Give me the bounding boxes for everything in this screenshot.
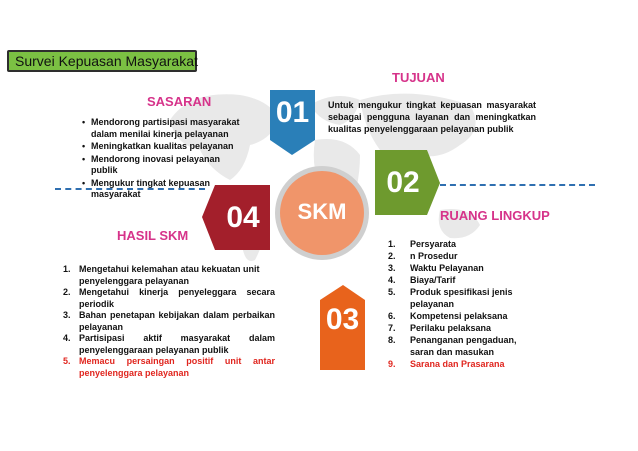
list-item: 5. Memacu persaingan positif unit antar penyelenggara pelayanan (63, 356, 275, 378)
list-item: 3. Waktu Pelayanan (388, 263, 484, 273)
sasaran-item: • Mendorong inovasi pelayanan publik (82, 154, 242, 177)
list-item: 1. Persyarata (388, 239, 457, 249)
sasaran-heading: SASARAN (147, 94, 212, 109)
list-item: 6. Kompetensi pelaksana (388, 311, 508, 321)
sasaran-list (82, 117, 242, 202)
list-item: 2. Mengetahui kinerja penyeleggara secara periodik (63, 287, 275, 309)
label-04: 04 (226, 201, 260, 234)
list-item: 1. Mengetahui kelemahan atau kekuatan unit penyelenggara pelayanan (63, 264, 260, 286)
hasil-skm-heading: HASIL SKM (117, 228, 189, 243)
center-label: SKM (297, 199, 347, 224)
dashed-connector-right (440, 184, 595, 186)
page-title: Survei Kepuasan Masyarakat (9, 52, 195, 70)
list-item: 8. Penanganan pengaduan, saran dan masukan (388, 335, 517, 357)
list-item: 9. Sarana dan Prasarana (388, 359, 505, 369)
sasaran-item: • Mengukur tingkat kepuasan masyarakat (82, 178, 242, 201)
tujuan-heading: TUJUAN (392, 70, 445, 85)
list-item: 5. Produk spesifikasi jenis pelayanan (388, 287, 513, 309)
list-item: 4. Partisipasi aktif masyarakat dalam penyelenggaraan pelayanan publik (63, 333, 275, 355)
sasaran-item: • Mendorong partisipasi masyarakat dalam menilai kinerja pelayanan (82, 117, 242, 140)
list-item: 2. n Prosedur (388, 251, 458, 261)
title-badge (7, 50, 197, 72)
tujuan-text: Untuk mengukur tingkat kepuasan masyarakat sebagai pengguna layanan dan meningkatkan kualitas penyelenggaraan pelayanan publik (328, 100, 536, 134)
ruang-lingkup-heading: RUANG LINGKUP (440, 208, 550, 223)
hasil-skm-list (63, 264, 275, 379)
label-01: 01 (275, 96, 310, 129)
list-item: 3. Bahan penetapan kebijakan dalam perbaikan pelayanan (63, 310, 275, 332)
list-item: 7. Perilaku pelaksana (388, 323, 492, 333)
ruang-lingkup-list (388, 238, 538, 370)
list-item: 4. Biaya/Tarif (388, 275, 456, 285)
label-02: 02 (386, 166, 420, 199)
sasaran-item: • Meningkatkan kualitas pelayanan (82, 141, 242, 153)
label-03: 03 (325, 303, 360, 336)
